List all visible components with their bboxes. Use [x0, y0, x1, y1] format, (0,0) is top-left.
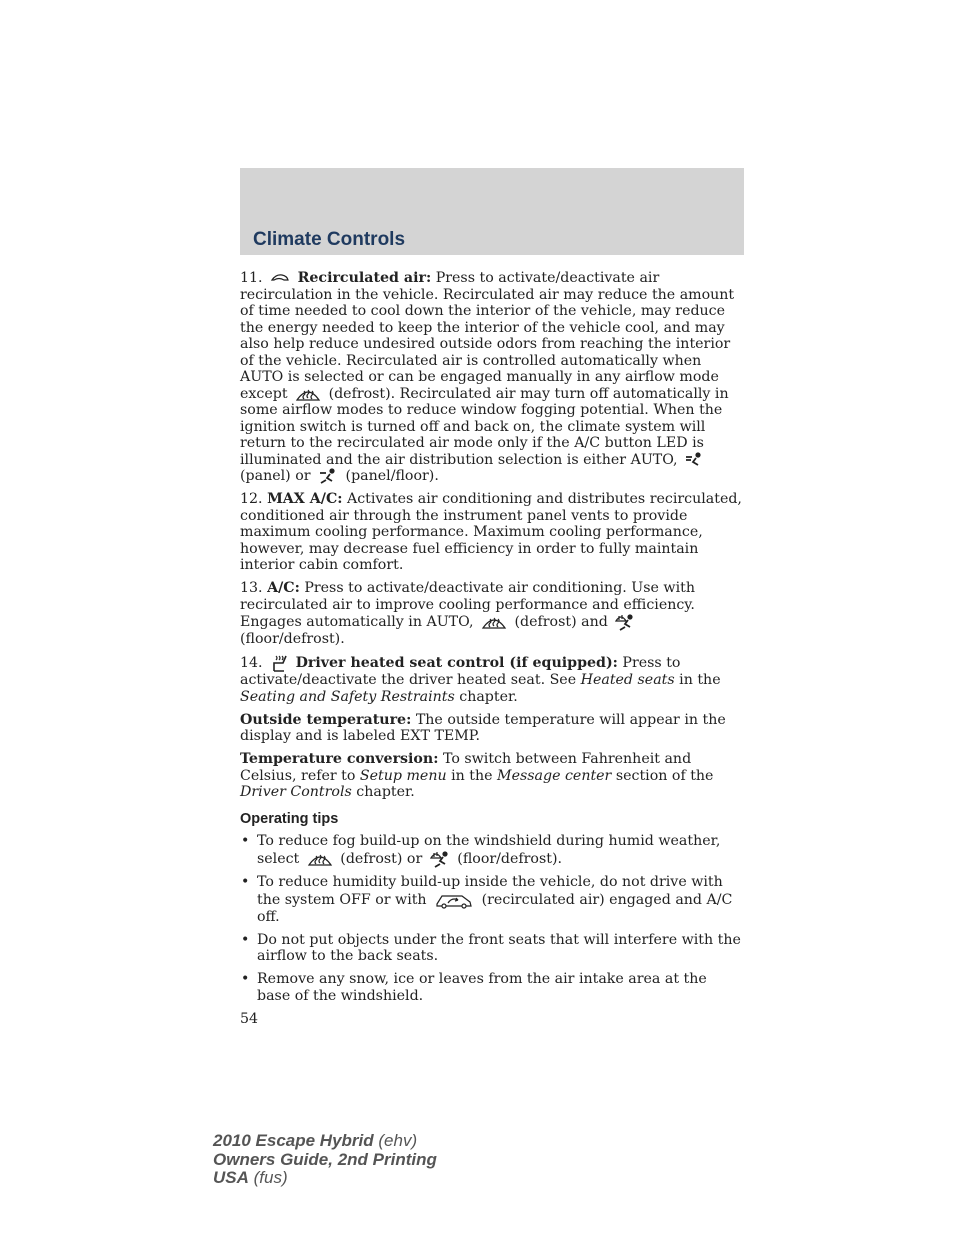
recirc-icon — [270, 273, 290, 283]
defrost-icon — [295, 386, 321, 402]
page-number: 54 — [240, 1010, 259, 1027]
panel-floor-icon — [318, 468, 338, 484]
item-12: 12. MAX A/C: Activates air conditioning and distributes recirculated, conditioned air through the instrument panel vents to provide maximum cooling performance. Maximum cooling performance, however, may decrease fuel efficiency in order to fully maintain interior cabin comfort. — [240, 491, 742, 573]
section-title: Climate Controls — [253, 229, 406, 250]
tips-list — [240, 833, 744, 1004]
panel-icon — [685, 452, 703, 468]
item-14: 14. Driver heated seat control (if equipped): Press to activate/deactivate the driver heated seat. See Heated seats in the Seating and Safety Restraints chapter. — [240, 655, 721, 705]
page-content — [240, 270, 744, 1027]
section-header — [240, 168, 744, 255]
heated-seat-icon — [270, 654, 288, 672]
footer: 2010 Escape Hybrid (ehv) Owners Guide, 2nd Printing USA (fus) — [213, 1131, 437, 1187]
floor-defrost-icon — [615, 613, 635, 631]
temperature-conversion: Temperature conversion: To switch between Fahrenheit and Celsius, refer to Setup menu in the Message center section of the Driver Controls chapter. — [240, 751, 714, 800]
list-item: • Remove any snow, ice or leaves from the air intake area at the base of the windshield. — [241, 971, 707, 1004]
recirc-icon — [434, 891, 474, 909]
operating-tips-heading: Operating tips — [240, 810, 339, 827]
item-11: 11. Recirculated air: Press to activate/deactivate air recirculation in the vehicle. Recirculated air may reduce the amount of time needed to cool down the interior of the vehicle, may reduce the energy needed to keep the interior of the vehicle cool, and may also help reduce undesired outside odors from reaching the interior of the vehicle. Recirculated air is controlled automatically when AUTO is selected or can be engaged manually in any airflow mode except (defrost). Recirculated air may turn off automatically in some airflow modes to reduce window fogging potential. When the ignition switch is turned off and back on, the climate system will return to the recirculated air mode only if the A/C button LED is illuminated and the air distribution selection is either AUTO, (panel) or (panel/floor). — [240, 270, 735, 484]
list-item: • To reduce humidity build-up inside the vehicle, do not drive with the system OFF or with (recirculated air) engaged and A/C off. — [241, 874, 733, 925]
floor-defrost-icon — [430, 850, 450, 868]
outside-temperature: Outside temperature: The outside temperature will appear in the display and is labeled EXT TEMP. — [240, 711, 726, 744]
defrost-icon — [481, 614, 507, 630]
list-item: • To reduce fog build-up on the windshield during humid weather, select (defrost) or (floor/defrost). — [241, 833, 721, 867]
list-item: • Do not put objects under the front seats that will interfere with the airflow to the back seats. — [241, 931, 741, 964]
defrost-icon — [307, 851, 333, 867]
item-13: 13. A/C: Press to activate/deactivate air conditioning. Use with recirculated air to improve cooling performance and efficiency. Engages automatically in AUTO, (defrost) and (floor/defrost). — [240, 580, 695, 647]
